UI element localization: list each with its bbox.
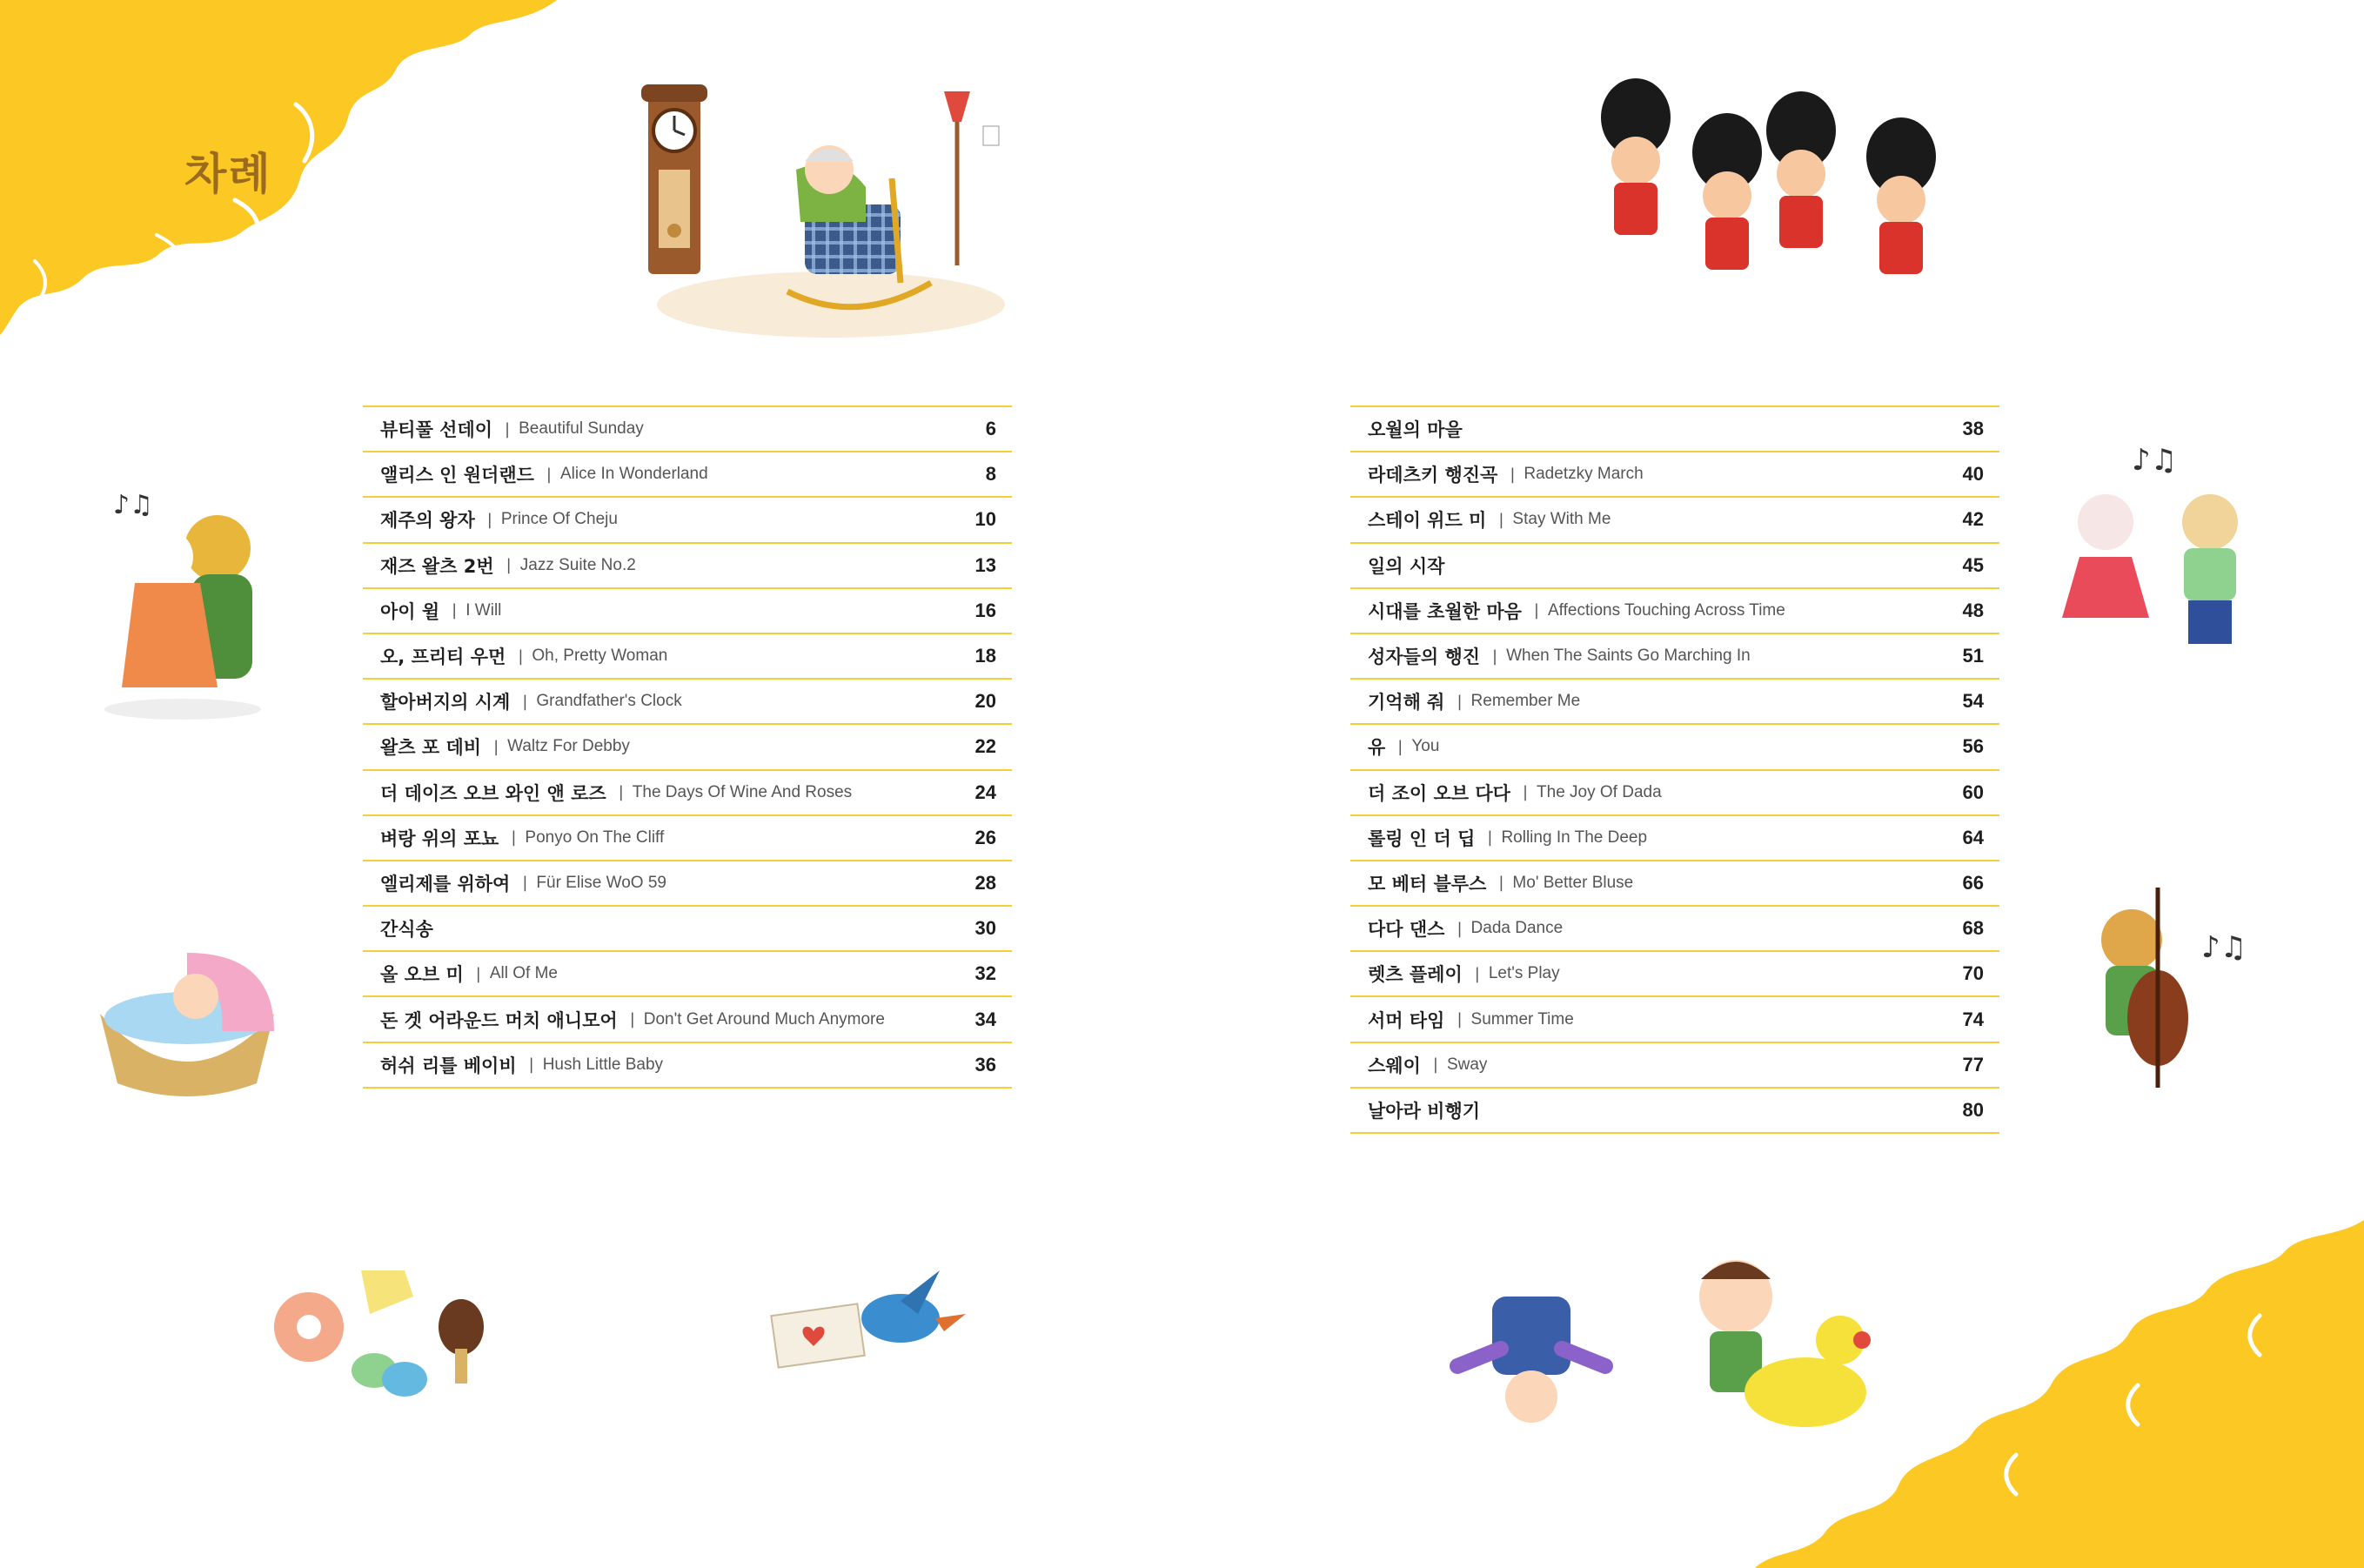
toc-entry[interactable]	[363, 771, 1012, 816]
toc-separator: |	[629, 1010, 635, 1029]
toc-entry[interactable]	[363, 544, 1012, 589]
toc-separator: |	[452, 601, 458, 620]
toc-separator: |	[1432, 1055, 1438, 1075]
grandfather-clock-rocking-chair-illustration	[631, 74, 1005, 344]
baby-cradle-illustration	[83, 935, 291, 1109]
toc-title-english: Alice In Wonderland	[560, 465, 708, 484]
toc-page-number: 45	[1962, 553, 1984, 576]
toc-entry[interactable]	[1350, 1089, 1999, 1134]
toc-page-number: 32	[974, 962, 996, 985]
toc-title-korean: 시대를 초월한 마음	[1368, 600, 1522, 622]
toc-title-english: Oh, Pretty Woman	[532, 647, 668, 666]
toc-page-number: 8	[985, 463, 996, 486]
toc-page-number: 60	[1962, 781, 1984, 803]
toc-entry[interactable]	[1350, 997, 1999, 1042]
toc-separator: |	[1487, 828, 1493, 848]
toc-title-korean: 올 오브 미	[380, 964, 464, 986]
toc-separator: |	[1397, 737, 1403, 756]
children-playing-illustration	[1440, 1244, 1884, 1453]
toc-entry[interactable]	[1350, 907, 1999, 952]
toc-separator: |	[1457, 692, 1463, 711]
toc-page-number: 13	[974, 553, 996, 576]
toc-entry[interactable]	[1350, 725, 1999, 770]
toc-entry[interactable]	[363, 452, 1012, 498]
toc-page-number: 70	[1962, 962, 1984, 985]
toc-separator: |	[486, 510, 492, 529]
toc-separator: |	[528, 1055, 534, 1075]
toc-title-korean: 날아라 비행기	[1368, 1100, 1481, 1122]
toc-entry[interactable]	[1350, 452, 1999, 498]
toc-title-korean: 오, 프리티 우먼	[380, 647, 506, 668]
toc-title-english: I Will	[465, 600, 502, 620]
toc-page-number: 28	[974, 871, 996, 894]
toc-separator: |	[511, 828, 517, 848]
toc-title-korean: 렛츠 플레이	[1368, 964, 1463, 986]
toc-entry[interactable]	[1350, 498, 1999, 543]
toc-separator: |	[1498, 874, 1504, 893]
snacks-illustration	[265, 1262, 509, 1418]
toc-entry[interactable]	[363, 861, 1012, 907]
toc-title-english: Don't Get Around Much Anymore	[643, 1009, 885, 1029]
toc-title-korean: 스테이 위드 미	[1368, 510, 1487, 532]
toc-page-number: 80	[1962, 1098, 1984, 1121]
toc-entry[interactable]	[363, 725, 1012, 770]
toc-entry[interactable]	[1350, 952, 1999, 997]
toc-title-korean: 제주의 왕자	[380, 510, 475, 532]
toc-title-english: You	[1411, 737, 1440, 756]
toc-separator: |	[506, 556, 512, 575]
toc-separator: |	[475, 964, 481, 983]
toc-title-english: Stay With Me	[1512, 510, 1611, 529]
toc-page-number: 56	[1962, 735, 1984, 758]
toc-entry[interactable]	[363, 407, 1012, 452]
toc-title-english: Let's Play	[1488, 964, 1560, 983]
toc-title-korean: 더 조이 오브 다다	[1368, 782, 1510, 804]
toc-title-korean: 성자들의 행진	[1368, 647, 1481, 668]
toc-title-english: Jazz Suite No.2	[519, 555, 636, 574]
toc-title-korean: 모 베터 블루스	[1368, 873, 1487, 895]
toc-title-korean: 다다 댄스	[1368, 919, 1445, 941]
toc-title-english: Affections Touching Across Time	[1548, 600, 1785, 620]
toc-page-number: 66	[1962, 871, 1984, 894]
dancing-animals-illustration	[2036, 426, 2280, 661]
toc-title-english: The Joy Of Dada	[1537, 782, 1662, 801]
toc-separator: |	[618, 783, 624, 802]
toc-title-korean: 엘리제를 위하여	[380, 873, 511, 895]
toc-title-korean: 스웨이	[1368, 1055, 1421, 1076]
toc-page-number: 20	[974, 690, 996, 713]
toc-title-korean: 재즈 왈츠 2번	[380, 555, 494, 577]
toc-entry[interactable]	[1350, 816, 1999, 861]
toc-title-korean: 허쉬 리틀 베이비	[380, 1055, 517, 1076]
toc-title-korean: 할아버지의 시계	[380, 692, 511, 714]
toc-entry[interactable]	[363, 680, 1012, 725]
toc-page-number: 30	[974, 917, 996, 940]
toc-page-number: 64	[1962, 826, 1984, 848]
toc-separator: |	[1457, 1010, 1463, 1029]
toc-separator: |	[1510, 465, 1516, 484]
toc-page-number: 16	[974, 599, 996, 621]
toc-title-english: Summer Time	[1470, 1009, 1574, 1029]
toc-title-english: When The Saints Go Marching In	[1506, 647, 1751, 666]
toc-page-number: 40	[1962, 463, 1984, 486]
toc-entry[interactable]	[1350, 544, 1999, 589]
toc-separator: |	[493, 737, 499, 756]
toc-title-english: Für Elise WoO 59	[536, 873, 666, 892]
toc-entry[interactable]	[363, 589, 1012, 634]
toc-separator: |	[546, 465, 552, 484]
toc-entry[interactable]	[1350, 589, 1999, 634]
toc-page-number: 77	[1962, 1053, 1984, 1075]
toc-list-left	[363, 405, 1012, 1089]
toc-title-korean: 롤링 인 더 딥	[1368, 828, 1476, 849]
toc-entry[interactable]	[1350, 680, 1999, 725]
svg-text:♪♫: ♪♫	[113, 490, 154, 520]
toc-list-right	[1350, 405, 1999, 1134]
toc-entry[interactable]	[1350, 634, 1999, 680]
toc-entry[interactable]	[363, 952, 1012, 997]
toc-entry[interactable]	[363, 816, 1012, 861]
toc-separator: |	[1498, 510, 1504, 529]
toc-title-korean: 기억해 줘	[1368, 692, 1445, 714]
toc-separator: |	[505, 419, 511, 439]
toc-title-korean: 오월의 마을	[1368, 419, 1463, 441]
toc-page-number: 24	[974, 781, 996, 803]
toc-title-korean: 뷰티풀 선데이	[380, 419, 493, 441]
toc-title-english: Radetzky March	[1524, 465, 1644, 484]
toc-entry[interactable]	[1350, 771, 1999, 816]
toc-page-number: 6	[985, 418, 996, 440]
svg-text:♪♫: ♪♫	[2132, 443, 2178, 478]
toc-page-number: 68	[1962, 917, 1984, 940]
toc-title-english: Dada Dance	[1470, 919, 1564, 938]
toc-entry[interactable]	[1350, 861, 1999, 907]
toc-page-number: 51	[1962, 645, 1984, 667]
toc-title-english: Waltz For Debby	[507, 737, 630, 756]
toc-title-english: Ponyo On The Cliff	[525, 828, 665, 847]
toc-separator: |	[1533, 601, 1539, 620]
toc-title-korean: 간식송	[380, 919, 433, 941]
toc-title-korean: 유	[1368, 737, 1386, 759]
toc-page-number: 26	[974, 826, 996, 848]
toc-title-english: Beautiful Sunday	[519, 419, 644, 439]
toc-separator: |	[522, 692, 528, 711]
toc-title-english: The Days Of Wine And Roses	[632, 782, 853, 801]
hugging-bear-illustration	[87, 487, 278, 722]
toc-title-korean: 아이 윌	[380, 600, 440, 622]
toc-separator: |	[518, 647, 524, 666]
toc-title-korean: 앨리스 인 원더랜드	[380, 465, 534, 486]
toc-page-number: 18	[974, 645, 996, 667]
toc-page-number: 54	[1962, 690, 1984, 713]
toc-entry[interactable]	[363, 634, 1012, 680]
toc-separator: |	[1522, 783, 1529, 802]
toc-title-korean: 일의 시작	[1368, 555, 1445, 577]
toc-page-number: 74	[1962, 1008, 1984, 1030]
toc-title-korean: 더 데이즈 오브 와인 앤 로즈	[380, 782, 606, 804]
monkey-cello-illustration	[2053, 870, 2280, 1096]
toc-separator: |	[1492, 647, 1498, 666]
page-title: 차례	[184, 149, 272, 199]
toc-title-english: Remember Me	[1470, 692, 1581, 711]
toc-separator: |	[522, 874, 528, 893]
toc-page-number: 22	[974, 735, 996, 758]
toc-page-number: 10	[974, 508, 996, 531]
top-left-cloud-decoration	[0, 0, 557, 348]
toc-title-korean: 왈츠 포 데비	[380, 737, 482, 759]
toc-entry[interactable]	[1350, 407, 1999, 452]
toc-page-number: 42	[1962, 508, 1984, 531]
toc-title-english: Prince Of Cheju	[500, 510, 618, 529]
toc-separator: |	[1474, 964, 1480, 983]
toc-entry[interactable]	[363, 907, 1012, 952]
toc-title-english: Sway	[1446, 1055, 1488, 1074]
toc-page-number: 48	[1962, 599, 1984, 621]
toc-page-number: 38	[1962, 418, 1984, 440]
toc-title-korean: 돈 겟 어라운드 머치 애니모어	[380, 1009, 618, 1031]
toc-entry[interactable]	[1350, 1043, 1999, 1089]
toc-entry[interactable]	[363, 1043, 1012, 1089]
toc-title-korean: 라데츠키 행진곡	[1368, 465, 1498, 486]
toc-title-english: Hush Little Baby	[542, 1055, 664, 1074]
bird-letter-illustration	[770, 1266, 979, 1379]
toc-entry[interactable]	[363, 498, 1012, 543]
svg-text:♪♫: ♪♫	[2201, 930, 2247, 965]
toc-title-english: Rolling In The Deep	[1501, 828, 1648, 847]
marching-soldiers-illustration	[1505, 74, 2027, 352]
toc-title-korean: 서머 타임	[1368, 1009, 1445, 1031]
toc-page-number: 34	[974, 1008, 996, 1030]
toc-separator: |	[1457, 919, 1463, 938]
toc-page-number: 36	[974, 1053, 996, 1075]
toc-title-korean: 벼랑 위의 포뇨	[380, 828, 499, 849]
toc-title-english: All Of Me	[489, 964, 558, 983]
toc-entry[interactable]	[363, 997, 1012, 1042]
toc-title-english: Grandfather's Clock	[536, 692, 682, 711]
toc-title-english: Mo' Better Bluse	[1512, 873, 1634, 892]
